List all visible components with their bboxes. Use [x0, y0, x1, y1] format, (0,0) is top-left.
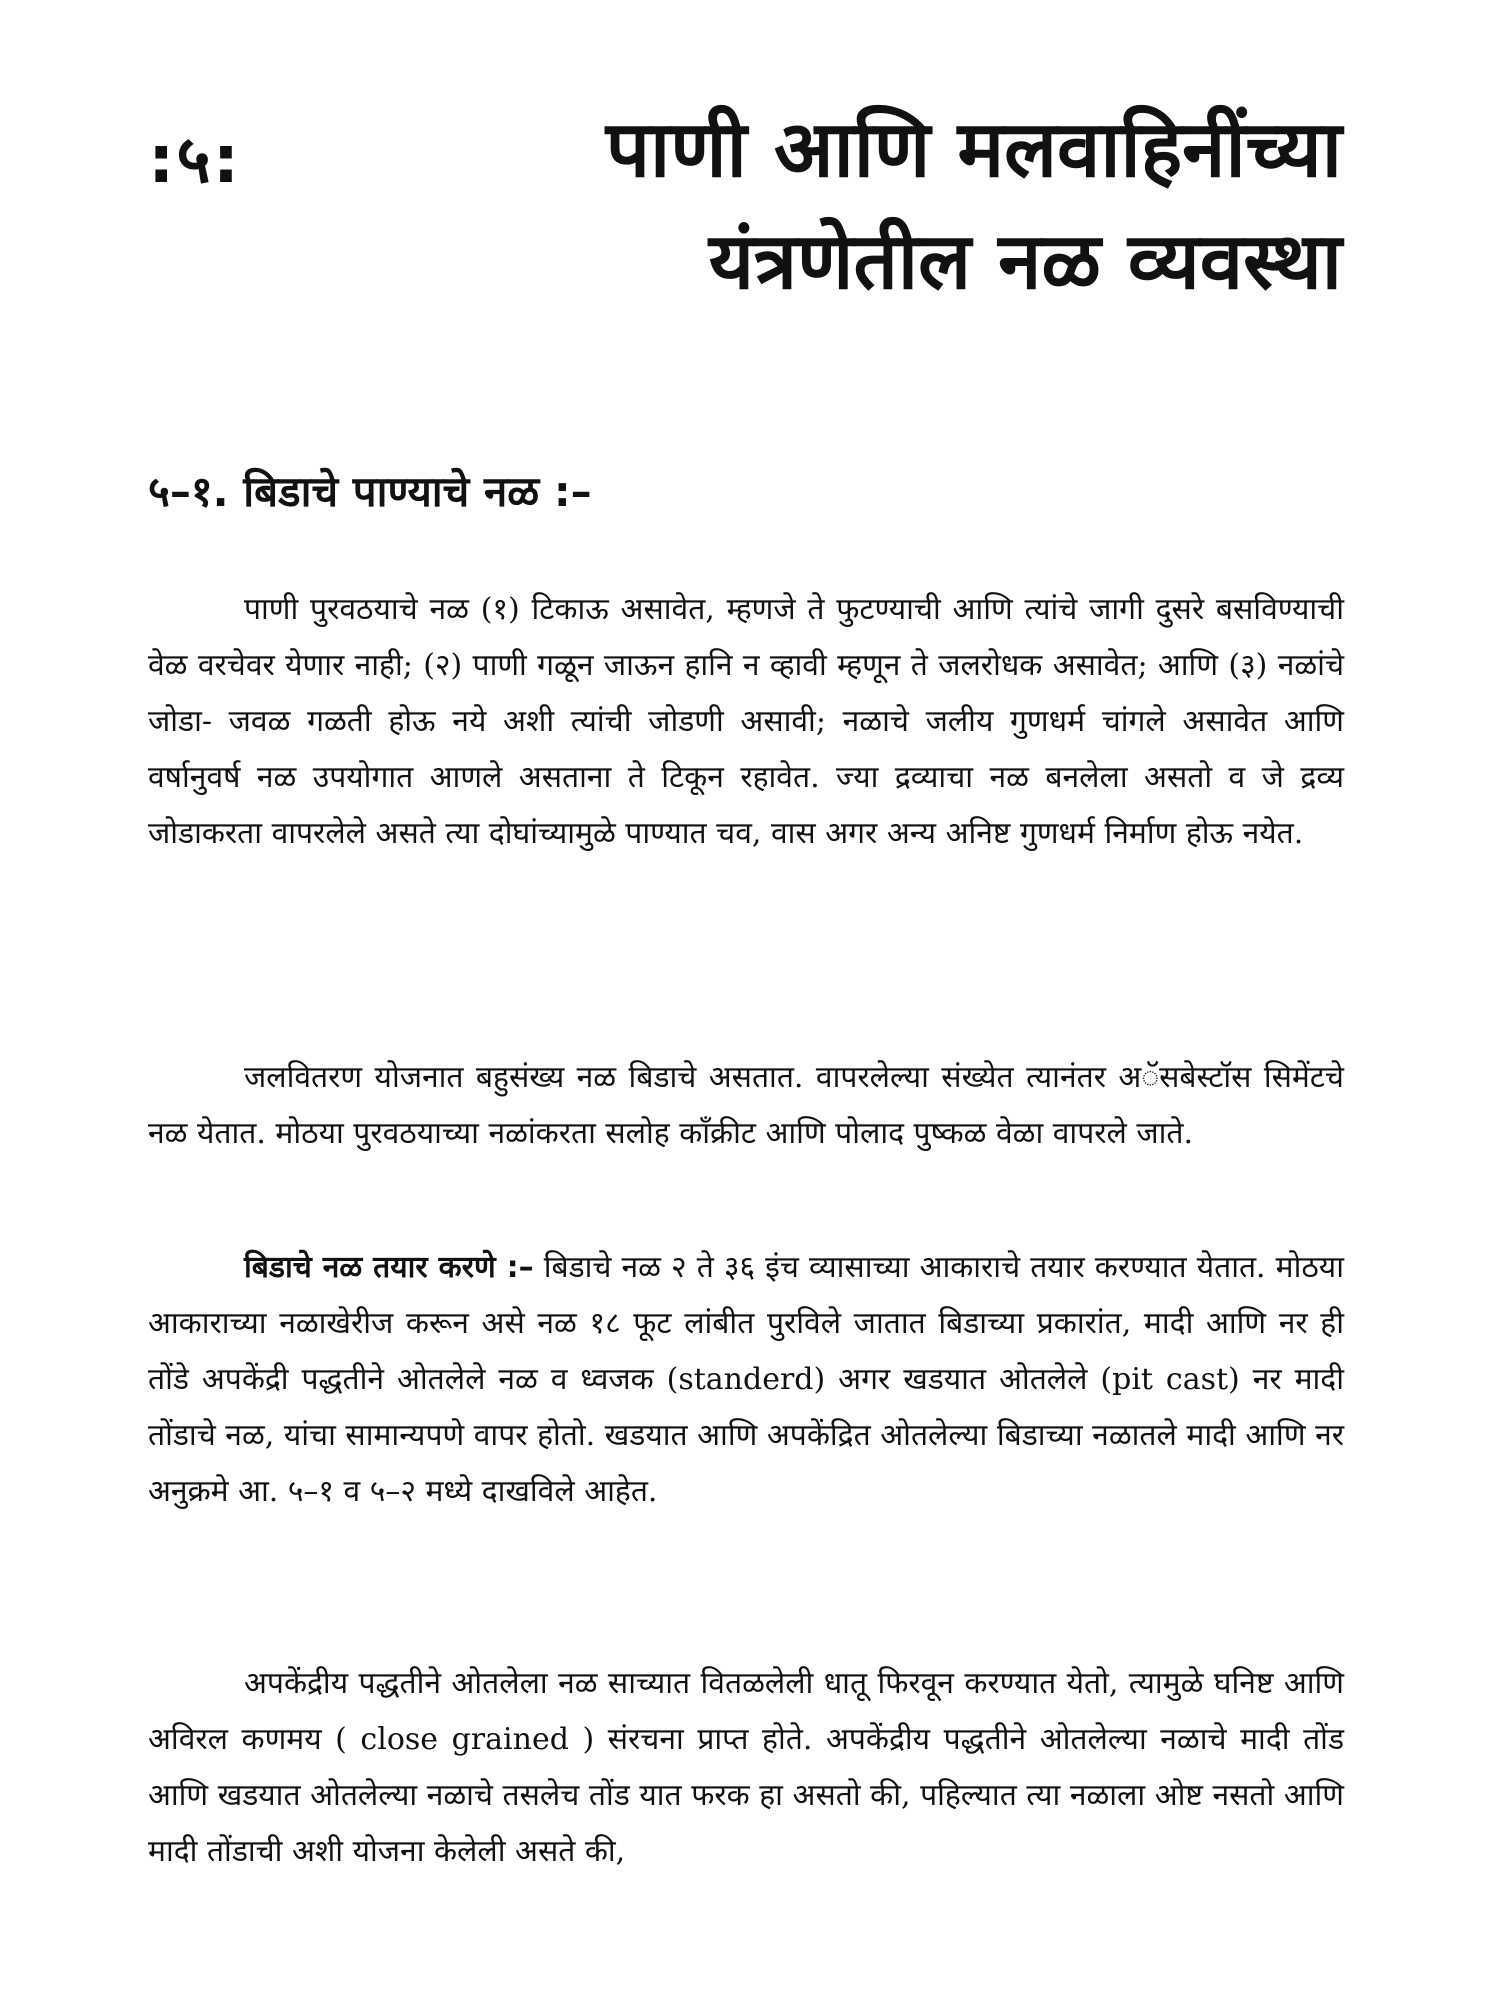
paragraph-distribution-pipes: जलवितरण योजनात बहुसंख्य नळ बिडाचे असतात. वापरलेल्या संख्येत त्यानंतर अॅसबेस्टॉस सिमेंटचे नळ येतात. मोठया पुरवठयाच्या नळांकरता सलोह कॉंक्रीट आणि पोलाद पुष्कळ वेळा वापरले जाते. [148, 1060, 1344, 1151]
paragraph-centrifugal-casting: अपकेंद्रीय पद्धतीने ओतलेला नळ साच्यात वितळलेली धातू फिरवून करण्यात येतो, त्यामुळे घनिष्ट आणि अविरल कणमय ( close grained ) संरचना प्राप्त होते. अपकेंद्रीय पद्धतीने ओतलेल्या नळाचे मादी तोंड आणि खडयात ओतलेल्या नळाचे तसलेच तोंड यात फरक हा असतो की, पहिल्यात त्या नळाला ओष्ट नसतो आणि मादी तोंडाची अशी योजना केलेली असते की, [148, 1666, 1344, 1869]
paragraph-pipe-manufacture-text: बिडाचे नळ २ ते ३६ इंच व्यासाच्या आकाराचे तयार करण्यात येतात. मोठया आकाराच्या नळाखेरीज करून असे नळ १८ फूट लांबीत पुरविले जातात बिडाच्या प्रकारांत, मादी आणि नर ही तोंडे अपकेंद्री पद्धतीने ओतलेले नळ व ध्वजक (standerd) अगर खडयात ओतलेले (pit cast) नर मादी तोंडाचे नळ, यांचा सामान्यपणे वापर होतो. खडयात आणि अपकेंद्रित ओतलेल्या बिडाच्या नळातले मादी आणि नर अनुक्रमे आ. ५–१ व ५–२ मध्ये दाखविले आहेत. [148, 1250, 1344, 1509]
chapter-title [442, 94, 1342, 318]
chapter-title-line-1: पाणी आणि मलवाहिनींच्या [605, 105, 1342, 195]
chapter-title-line-2: यंत्रणेतील नळ व्यवस्था [708, 217, 1342, 307]
chapter-number: :५: [148, 121, 242, 198]
paragraph-pipe-manufacture [148, 1240, 1344, 1520]
paragraph-water-pipe-requirements: पाणी पुरवठयाचे नळ (१) टिकाऊ असावेत, म्हणजे ते फुटण्याची आणि त्यांचे जागी दुसरे बसविण्याची वेळ वरचेवर येणार नाही; (२) पाणी गळून जाऊन हानि न व्हावी म्हणून ते जलरोधक असावेत; आणि (३) नळांचे जोडा- जवळ गळती होऊ नये अशी त्यांची जोडणी असावी; नळाचे जलीय गुणधर्म चांगले असावेत आणि वर्षानुवर्ष नळ उपयोगात आणले असताना ते टिकून रहावेत. ज्या द्रव्याचा नळ बनलेला असतो व जे द्रव्य जोडाकरता वापरलेले असते त्या दोघांच्यामुळे पाण्यात चव, वास अगर अन्य अनिष्ट गुणधर्म निर्माण होऊ नयेत. [148, 592, 1344, 851]
subheading-pipe-manufacture: बिडाचे नळ तयार करणे :– [244, 1250, 534, 1285]
section-heading: ५–१. बिडाचे पाण्याचे नळ :– [148, 467, 592, 516]
